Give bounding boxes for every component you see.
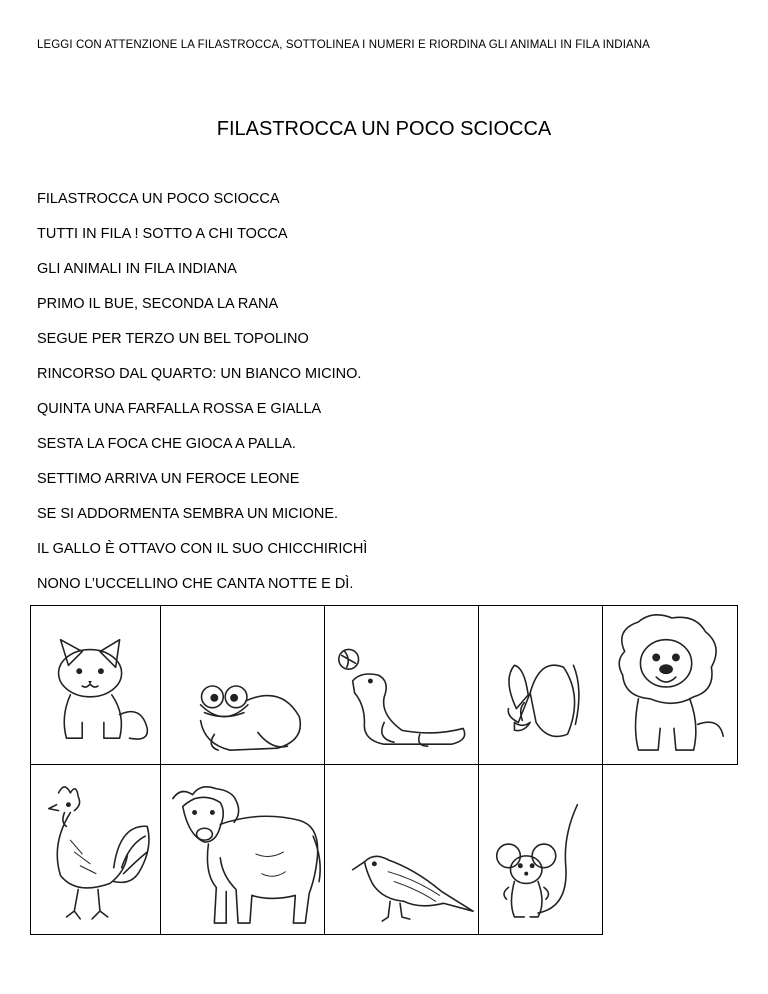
poem bbox=[37, 190, 367, 610]
animal-cell[interactable] bbox=[324, 764, 479, 935]
poem-line: NONO L’UCCELLINO CHE CANTA NOTTE E DÌ. bbox=[37, 576, 354, 592]
butterfly-icon bbox=[479, 606, 602, 764]
poem-line: FILASTROCCA UN POCO SCIOCCA bbox=[37, 191, 280, 207]
lion-icon bbox=[603, 606, 737, 764]
poem-line: GLI ANIMALI IN FILA INDIANA bbox=[37, 261, 237, 277]
poem-line: QUINTA UNA FARFALLA ROSSA E GIALLA bbox=[37, 401, 322, 417]
poem-line: IL GALLO È OTTAVO CON IL SUO CHICCHIRICHÌ bbox=[37, 541, 368, 557]
rooster-icon bbox=[31, 765, 160, 934]
instructions: LEGGI CON ATTENZIONE LA FILASTROCCA, SOTTOLINEA I NUMERI E RIORDINA GLI ANIMALI IN FILA INDIANA bbox=[37, 39, 650, 51]
ox-icon bbox=[161, 765, 324, 934]
poem-line: TUTTI IN FILA ! SOTTO A CHI TOCCA bbox=[37, 226, 288, 242]
poem-line: RINCORSO DAL QUARTO: UN BIANCO MICINO. bbox=[37, 366, 362, 382]
page-title: FILASTROCCA UN POCO SCIOCCA bbox=[216, 118, 552, 140]
animal-cell[interactable] bbox=[324, 605, 479, 765]
animal-cell[interactable] bbox=[602, 605, 738, 765]
poem-line: SE SI ADDORMENTA SEMBRA UN MICIONE. bbox=[37, 506, 339, 522]
poem-line: SEGUE PER TERZO UN BEL TOPOLINO bbox=[37, 331, 309, 347]
animal-grid bbox=[30, 605, 738, 935]
animal-cell[interactable] bbox=[478, 764, 603, 935]
poem-line: SETTIMO ARRIVA UN FEROCE LEONE bbox=[37, 471, 300, 487]
animal-cell[interactable] bbox=[30, 764, 161, 935]
poem-line: PRIMO IL BUE, SECONDA LA RANA bbox=[37, 296, 279, 312]
frog-icon bbox=[161, 606, 324, 764]
animal-cell[interactable] bbox=[160, 764, 325, 935]
animal-cell[interactable] bbox=[30, 605, 161, 765]
seal-icon bbox=[325, 606, 478, 764]
bird-icon bbox=[325, 765, 478, 934]
animal-cell[interactable] bbox=[160, 605, 325, 765]
poem-line: SESTA LA FOCA CHE GIOCA A PALLA. bbox=[37, 436, 296, 452]
mouse-icon bbox=[479, 765, 602, 934]
kitten-icon bbox=[31, 606, 160, 764]
animal-cell[interactable] bbox=[478, 605, 603, 765]
